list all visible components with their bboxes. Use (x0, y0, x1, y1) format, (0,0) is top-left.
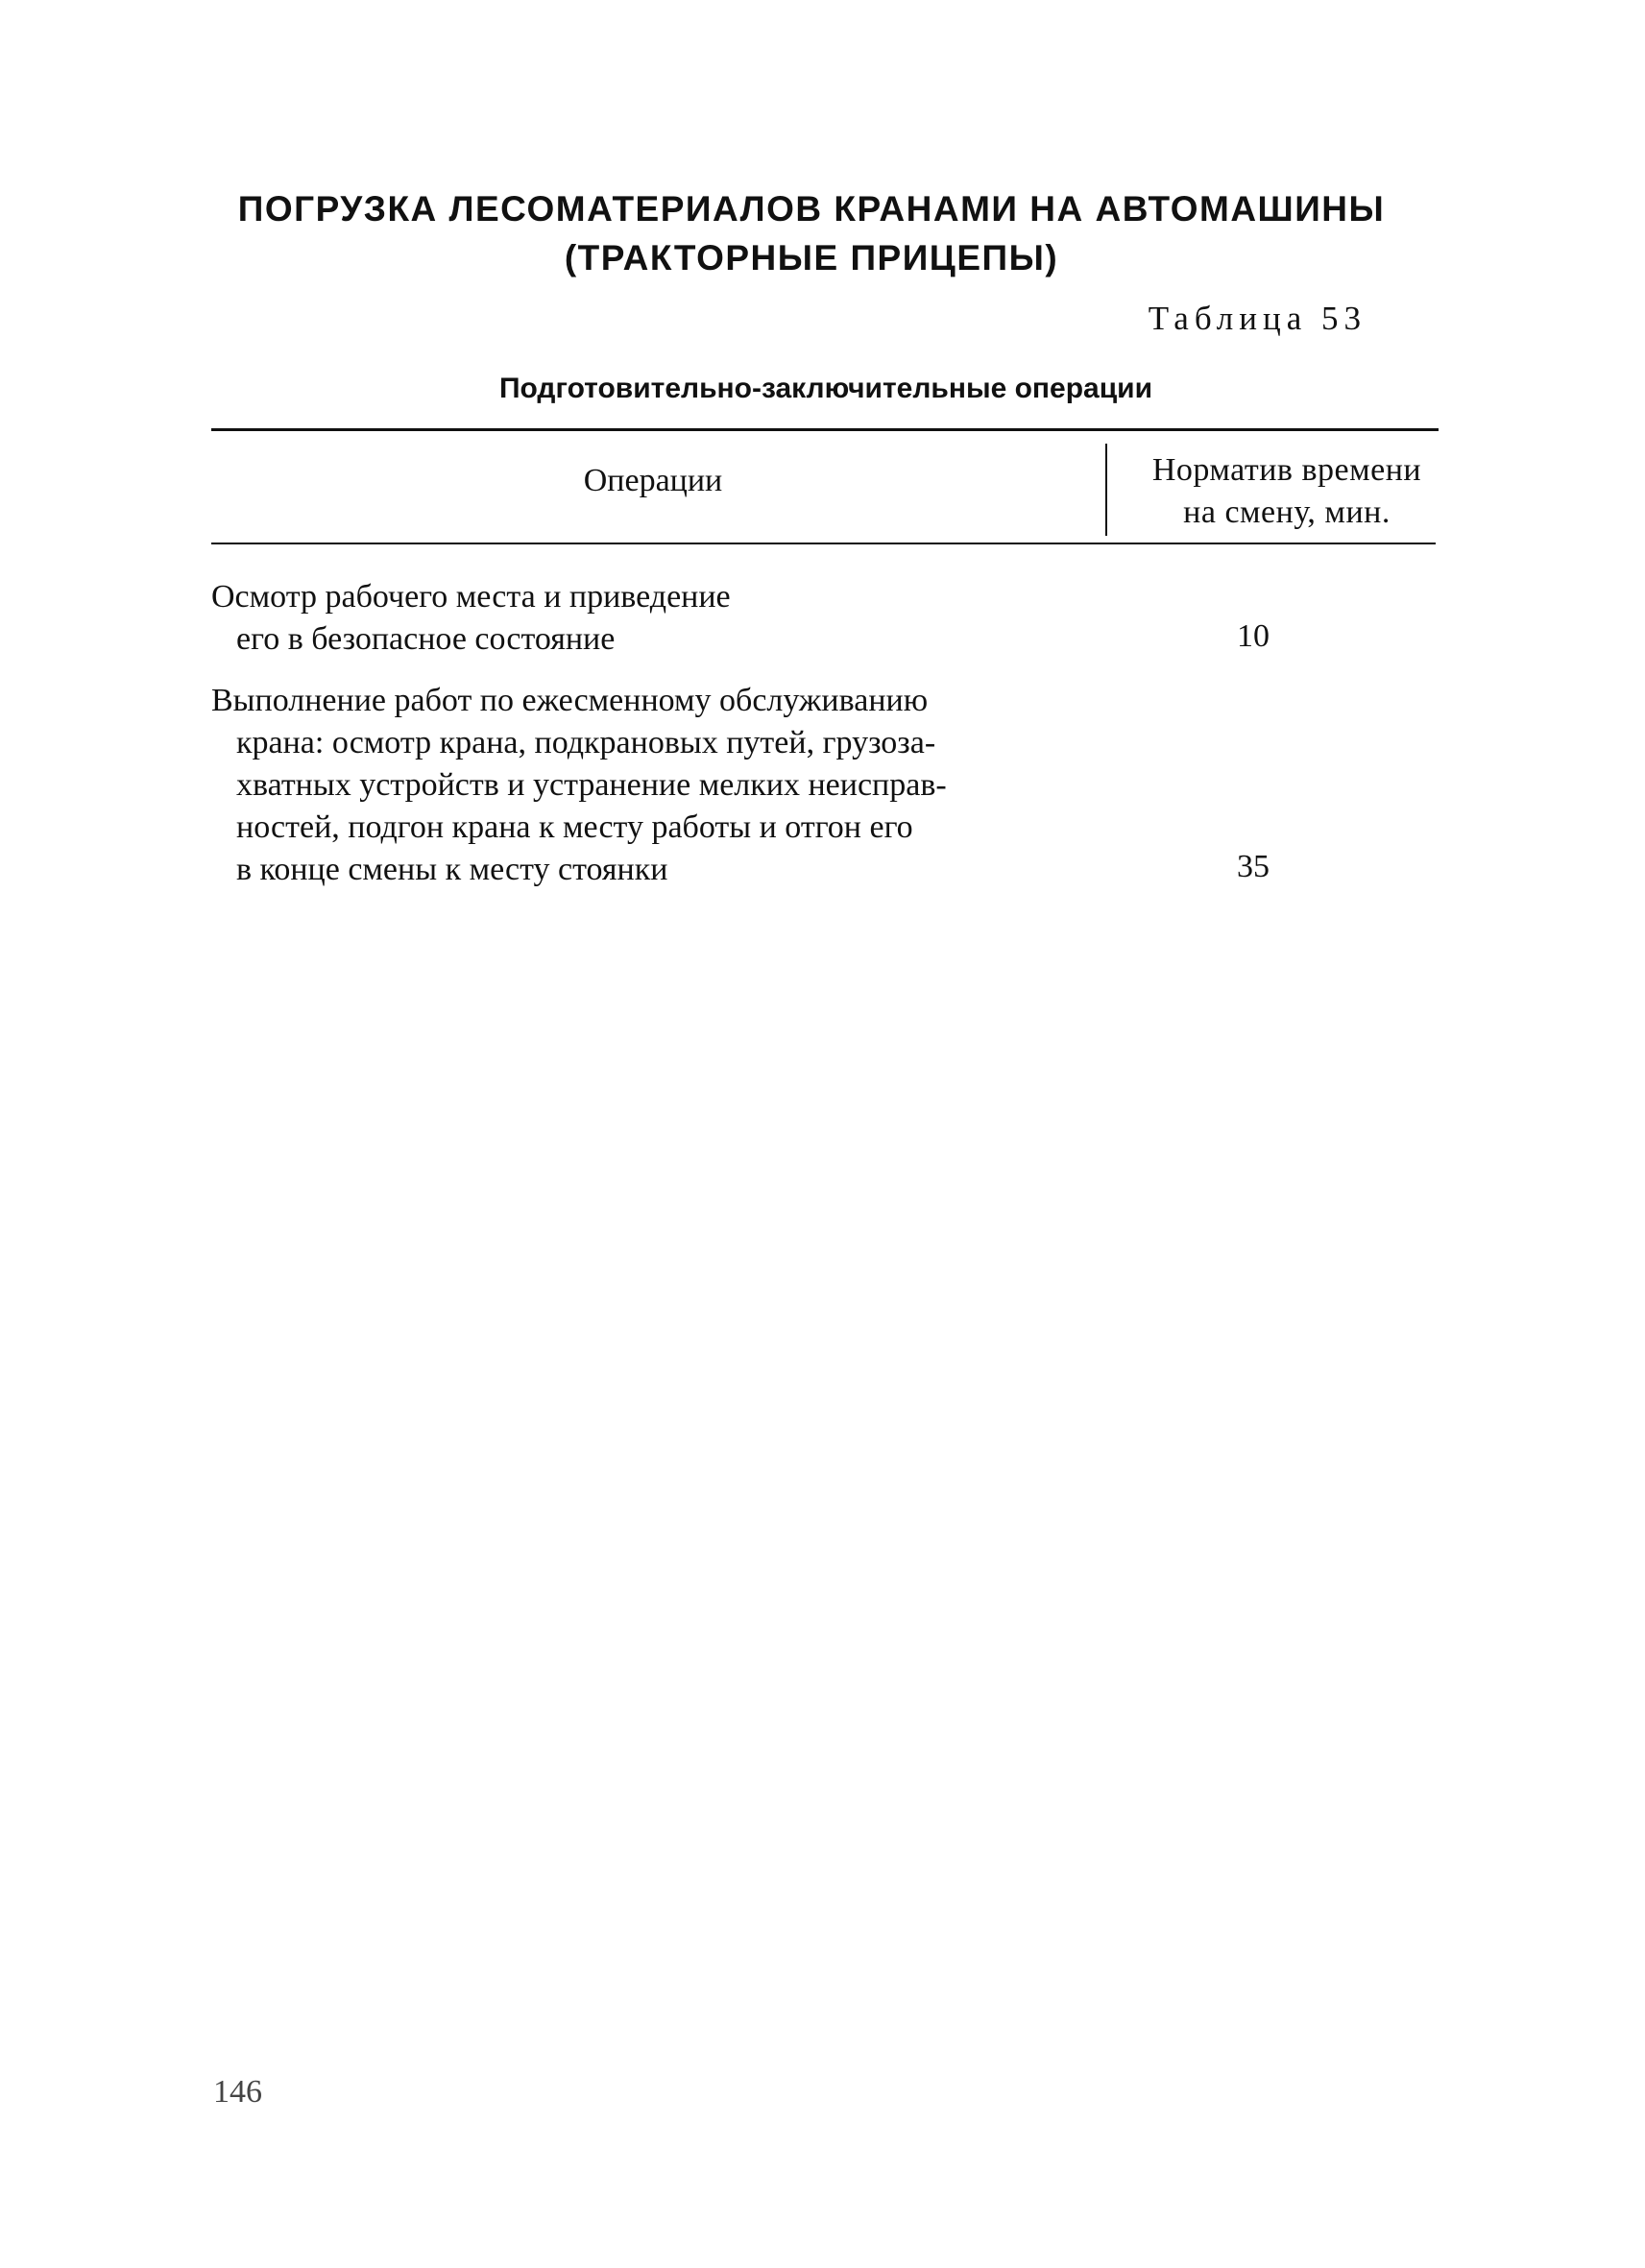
header-norm-line-2: на смену, мин. (1183, 495, 1391, 530)
table-caption: Подготовительно-заключительные операции (498, 373, 1153, 404)
header-operations: Операции (583, 463, 723, 498)
row-1-line-1: Осмотр рабочего места и приведение (211, 579, 731, 615)
row-2-line-4: ностей, подгон крана к месту работы и отгон его (236, 809, 913, 845)
title-line-1: ПОГРУЗКА ЛЕСОМАТЕРИАЛОВ КРАНАМИ НА АВТОМАШИНЫ (237, 189, 1386, 229)
header-bottom-rule (211, 543, 1436, 544)
row-1-value: 10 (1237, 618, 1270, 654)
table-row (211, 680, 1076, 891)
row-2-line-1: Выполнение работ по ежесменному обслуживанию (211, 683, 929, 718)
table-label: Таблица 53 (1148, 300, 1367, 337)
page-number: 146 (213, 2074, 262, 2110)
row-2-line-2: крана: осмотр крана, подкрановых путей, грузоза- (236, 725, 936, 760)
row-2-line-3: хватных устройств и устранение мелких неисправ- (236, 767, 947, 803)
table-top-rule (211, 428, 1439, 431)
title-line-2: (ТРАКТОРНЫЕ ПРИЦЕПЫ) (564, 238, 1059, 277)
page-title (173, 184, 1450, 282)
header-divider (1105, 444, 1107, 536)
row-2-value: 35 (1237, 849, 1270, 884)
header-norm (1119, 449, 1455, 534)
header-norm-line-1: Норматив времени (1151, 452, 1422, 488)
table-row (211, 576, 1076, 661)
row-2-line-5: в конце смены к месту стоянки (236, 852, 668, 887)
row-1-line-2: его в безопасное состояние (236, 621, 616, 657)
